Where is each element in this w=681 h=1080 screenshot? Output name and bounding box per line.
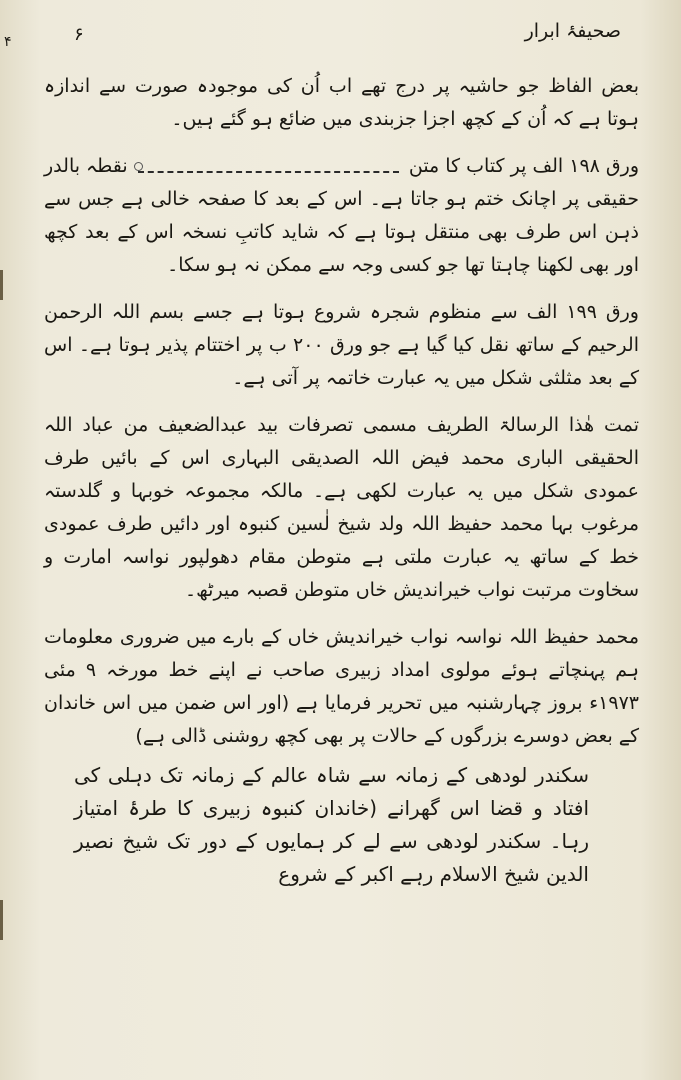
folio-heading (44, 150, 639, 183)
paragraph-1: بعض الفاظ جو حاشیہ پر درج تھے اب اُن کی موجودہ صورت سے اندازہ ہوتا ہے کہ اُن کے کچھ اجزا جزبندی میں ضائع ہو گئے ہیں۔ (44, 75, 639, 130)
folio-heading-note: نقطہ بالدر (44, 155, 128, 177)
paragraph-3: ورق ۱۹۹ الف سے منظوم شجرہ شروع ہوتا ہے جسے بسم اللہ الرحمن الرحیم کے ساتھ نقل کیا گیا ہے جو ورق ۲۰۰ ب پر اختتام پذیر ہوتا ہے۔ اس کے بعد مثلثی شکل میں یہ عبارت خاتمہ پر آتی ہے۔ (44, 301, 639, 389)
edge-mark (0, 270, 3, 300)
paragraph-5: محمد حفیظ اللہ نواسہ نواب خیراندیش خاں کے بارے میں ضروری معلومات ہم پہنچاتے ہوئے مولوی امداد زبیری صاحب نے اپنے خط مورخہ ۹ مئی ۱۹۷۳ء بروز چہارشنبہ میں تحریر فرمایا ہے (اور اس ضمن میں اس خاندان کے بعض دوسرے بزرگوں کے حالات پر بھی کچھ روشنی ڈالی ہے) (44, 626, 639, 747)
edge-mark (0, 900, 3, 940)
folio-heading-text: ورق ۱۹۸ الف پر کتاب کا متن (408, 155, 639, 177)
paragraph-4: تمت ھٰذا الرسالۃ الطریف مسمی تصرفات بید عبدالضعیف من عباد اللہ الحقیقی الباری محمد فیض اللہ الصدیقی البہاری اس کے بائیں طرف عمودی شکل میں یہ عبارت لکھی ہے۔ مالکہ مجموعہ خوبہا و گلدستہ مرغوب بہا محمد حفیظ اللہ ولد شیخ لٰسین کنبوہ اور دائیں طرف عمودی خط کے ساتھ یہ عبارت ملتی ہے متوطن مقام دھولپور نواسہ امارت و سخاوت مرتبت نواب خیراندیش خاں متوطن قصبہ میرٹھ۔ (44, 414, 639, 601)
page-number: ۶ (74, 24, 84, 45)
quoted-passage: سکندر لودھی کے زمانہ سے شاہ عالم کے زمانہ تک دہلی کی افتاد و قضا اس گھرانے (خاندان کنبوہ زبیری کا طرۂ امتیاز رہا۔ سکندر لودھی سے لے کر ہمایوں کے دور تک شیخ نصیر الدین شیخ الاسلام رہے اکبر کے شروع (74, 763, 589, 886)
running-title: صحیفۂ ابرار (524, 20, 621, 42)
paragraph-2: حقیقی پر اچانک ختم ہو جاتا ہے۔ اس کے بعد کا صفحہ خالی ہے جس سے ذہن اس طرف بھی منتقل ہوتا ہے کہ شاید کاتبِ نسخہ اس کے بعد کچھ اور بھی لکھنا چاہتا تھا جو کسی وجہ سے ممکن نہ ہو سکا۔ (44, 188, 639, 276)
dashed-line (138, 150, 399, 173)
margin-mark: ۴ (4, 34, 12, 50)
body-text (44, 70, 639, 897)
